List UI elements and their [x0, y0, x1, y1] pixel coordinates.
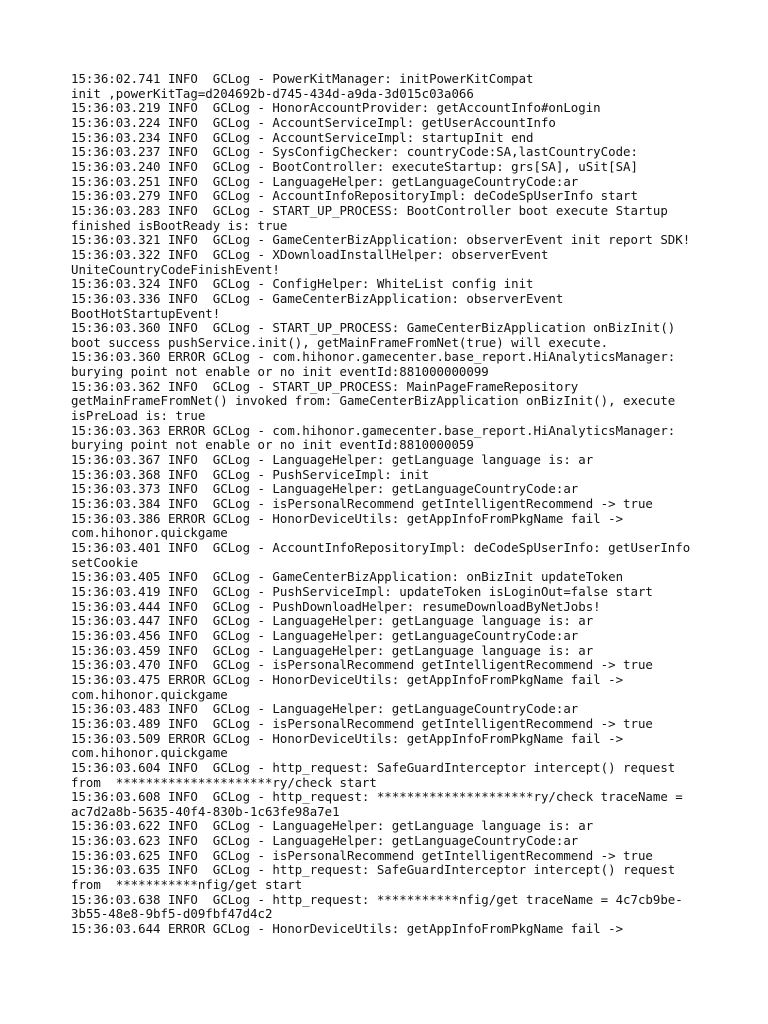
- log-line: 15:36:03.336 INFO GCLog - GameCenterBizApplication: observerEvent: [71, 290, 564, 306]
- log-line: isPreLoad is: true: [71, 408, 206, 424]
- log-line: 15:36:03.368 INFO GCLog - PushServiceImpl: init: [71, 466, 430, 482]
- log-line: 15:36:03.362 INFO GCLog - START_UP_PROCESS: MainPageFrameRepository: [71, 378, 579, 394]
- log-line: 15:36:03.279 INFO GCLog - AccountInfoRepositoryImpl: deCodeSpUserInfo start: [71, 188, 638, 204]
- log-line: 15:36:03.373 INFO GCLog - LanguageHelper: getLanguageCountryCode:ar: [71, 481, 579, 497]
- log-line: 15:36:02.741 INFO GCLog - PowerKitManager: initPowerKitCompat: [71, 71, 534, 86]
- log-line: boot success pushService.init(), getMainFrameFromNet(true) will execute.: [71, 334, 609, 350]
- log-line: burying point not enable or no init eventId:8810000059: [71, 437, 474, 453]
- log-line: 15:36:03.625 INFO GCLog - isPersonalRecommend getIntelligentRecommend -> true: [71, 847, 653, 863]
- log-line: 15:36:03.459 INFO GCLog - LanguageHelper: getLanguage language is: ar: [71, 642, 594, 658]
- log-line: 15:36:03.234 INFO GCLog - AccountServiceImpl: startupInit end: [71, 129, 534, 145]
- log-line: burying point not enable or no init eventId:881000000099: [71, 364, 489, 380]
- log-line: 15:36:03.240 INFO GCLog - BootController: executeStartup: grs[SA], uSit[SA]: [71, 158, 638, 174]
- log-line: 15:36:03.251 INFO GCLog - LanguageHelper: getLanguageCountryCode:ar: [71, 173, 579, 189]
- log-line: 15:36:03.623 INFO GCLog - LanguageHelper: getLanguageCountryCode:ar: [71, 833, 579, 849]
- log-line: 15:36:03.489 INFO GCLog - isPersonalRecommend getIntelligentRecommend -> true: [71, 715, 653, 731]
- log-line: from *********************ry/check start: [71, 774, 377, 790]
- log-line: com.hihonor.quickgame: [71, 525, 228, 541]
- log-line: 15:36:03.367 INFO GCLog - LanguageHelper: getLanguage language is: ar: [71, 452, 594, 468]
- log-line: 15:36:03.444 INFO GCLog - PushDownloadHelper: resumeDownloadByNetJobs!: [71, 598, 601, 614]
- log-line: 15:36:03.608 INFO GCLog - http_request: *********************ry/check traceName =: [71, 789, 683, 805]
- log-line: 15:36:03.360 ERROR GCLog - com.hihonor.gamecenter.base_report.HiAnalyticsManager:: [71, 349, 676, 365]
- log-document: [71, 72, 721, 937]
- log-line: com.hihonor.quickgame: [71, 745, 228, 761]
- log-line: 15:36:03.622 INFO GCLog - LanguageHelper: getLanguage language is: ar: [71, 818, 594, 834]
- log-line: 15:36:03.447 INFO GCLog - LanguageHelper: getLanguage language is: ar: [71, 613, 594, 629]
- log-line: finished isBootReady is: true: [71, 217, 288, 233]
- log-line: 15:36:03.635 INFO GCLog - http_request: SafeGuardInterceptor intercept() request: [71, 862, 676, 878]
- log-line: 15:36:03.360 INFO GCLog - START_UP_PROCESS: GameCenterBizApplication onBizInit(): [71, 320, 676, 336]
- log-line: 15:36:03.283 INFO GCLog - START_UP_PROCESS: BootController boot execute Startup: [71, 202, 668, 218]
- log-line: getMainFrameFromNet() invoked from: GameCenterBizApplication onBizInit(), execute: [71, 393, 676, 409]
- log-line: 15:36:03.384 INFO GCLog - isPersonalRecommend getIntelligentRecommend -> true: [71, 496, 653, 512]
- log-line: 15:36:03.475 ERROR GCLog - HonorDeviceUtils: getAppInfoFromPkgName fail ->: [71, 671, 624, 687]
- log-line: 3b55-48e8-9bf5-d09fbf47d4c2: [71, 906, 273, 922]
- log-line: 15:36:03.322 INFO GCLog - XDownloadInstallHelper: observerEvent: [71, 246, 549, 262]
- log-line: from ***********nfig/get start: [71, 877, 303, 893]
- log-line: 15:36:03.401 INFO GCLog - AccountInfoRepositoryImpl: deCodeSpUserInfo: getUserInfo: [71, 540, 691, 555]
- log-line: 15:36:03.224 INFO GCLog - AccountServiceImpl: getUserAccountInfo: [71, 114, 556, 130]
- log-line: 15:36:03.638 INFO GCLog - http_request: ***********nfig/get traceName = 4c7cb9be-: [71, 891, 683, 907]
- log-line: UniteCountryCodeFinishEvent!: [71, 261, 280, 277]
- log-line: 15:36:03.604 INFO GCLog - http_request: SafeGuardInterceptor intercept() request: [71, 759, 676, 775]
- log-line: 15:36:03.483 INFO GCLog - LanguageHelper: getLanguageCountryCode:ar: [71, 701, 579, 717]
- log-line: 15:36:03.321 INFO GCLog - GameCenterBizApplication: observerEvent init report SDK!: [71, 232, 691, 248]
- log-line: 15:36:03.405 INFO GCLog - GameCenterBizApplication: onBizInit updateToken: [71, 569, 624, 585]
- log-line: 15:36:03.219 INFO GCLog - HonorAccountProvider: getAccountInfo#onLogin: [71, 100, 601, 116]
- log-line: setCookie: [71, 554, 139, 570]
- log-line: BootHotStartupEvent!: [71, 305, 221, 321]
- log-line: ac7d2a8b-5635-40f4-830b-1c63fe98a7e1: [71, 803, 340, 819]
- log-line: 15:36:03.456 INFO GCLog - LanguageHelper: getLanguageCountryCode:ar: [71, 627, 579, 643]
- log-line: com.hihonor.quickgame: [71, 686, 228, 702]
- log-line: 15:36:03.237 INFO GCLog - SysConfigChecker: countryCode:SA,lastCountryCode:: [71, 144, 638, 160]
- log-line: 15:36:03.419 INFO GCLog - PushServiceImpl: updateToken isLoginOut=false start: [71, 583, 653, 599]
- log-line: 15:36:03.644 ERROR GCLog - HonorDeviceUtils: getAppInfoFromPkgName fail ->: [71, 921, 624, 937]
- log-line: 15:36:03.470 INFO GCLog - isPersonalRecommend getIntelligentRecommend -> true: [71, 657, 653, 673]
- log-line: 15:36:03.386 ERROR GCLog - HonorDeviceUtils: getAppInfoFromPkgName fail ->: [71, 510, 624, 526]
- log-line: 15:36:03.324 INFO GCLog - ConfigHelper: WhiteList config init: [71, 276, 534, 292]
- log-line: 15:36:03.509 ERROR GCLog - HonorDeviceUtils: getAppInfoFromPkgName fail ->: [71, 730, 624, 746]
- log-line: init ,powerKitTag=d204692b-d745-434d-a9da-3d015c03a066: [71, 85, 474, 101]
- log-line: 15:36:03.363 ERROR GCLog - com.hihonor.gamecenter.base_report.HiAnalyticsManager:: [71, 422, 676, 438]
